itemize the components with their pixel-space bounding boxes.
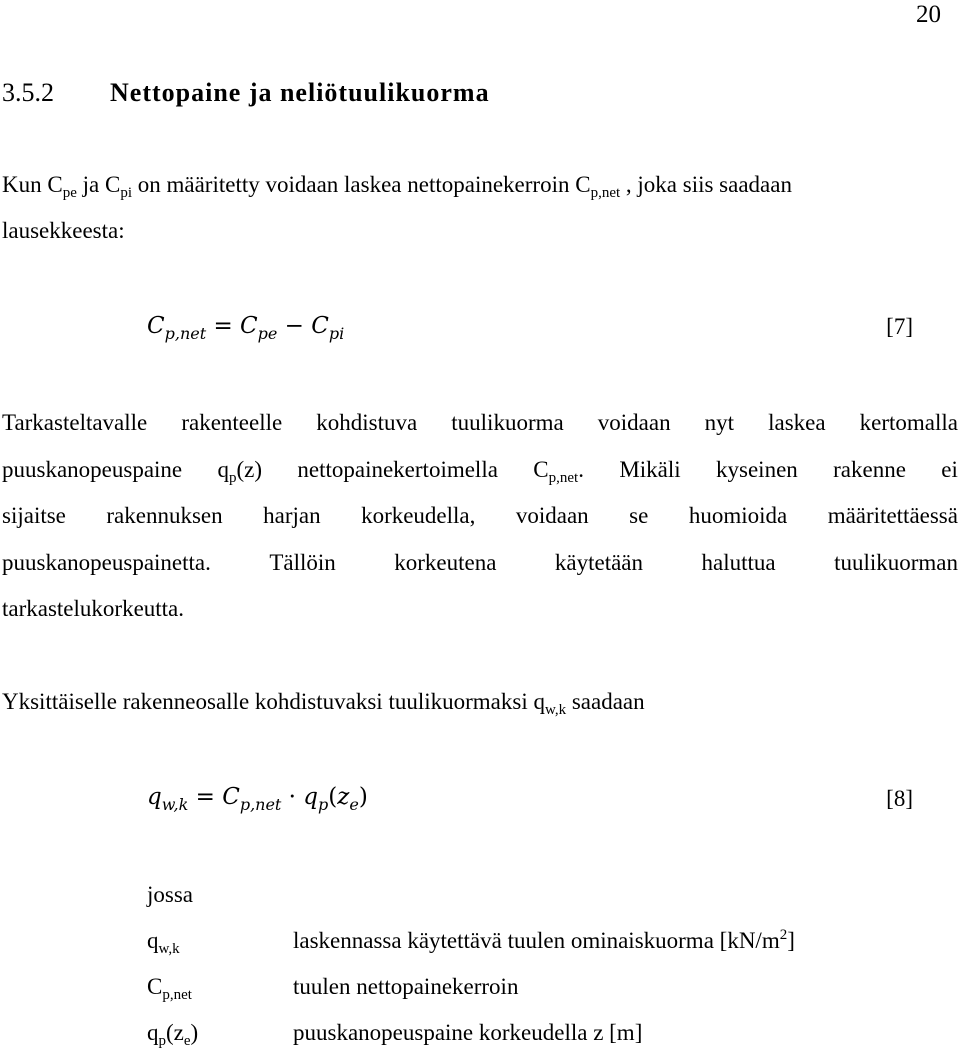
equation-8-number: [8]	[886, 786, 913, 811]
section-heading	[2, 78, 490, 108]
section-number: 3.5.2	[2, 78, 54, 107]
page-number: 20	[916, 1, 941, 28]
paragraph-2-line-4: puuskanopeuspainetta. Tällöin korkeutena käytetään haluttua tuulikuorman	[2, 550, 958, 575]
paragraph-2-line-2: puuskanopeuspaine $q_p(z)$ nettopainekertoimella $C_{p,net}$. Mikäli kyseinen rakenne ei	[2, 457, 958, 486]
paragraph-2-line-1: Tarkasteltavalle rakenteelle kohdistuva tuulikuorma voidaan nyt laskea kertomalla	[2, 410, 958, 435]
legend-description: puuskanopeuspaine korkeudella z [m]	[293, 1020, 643, 1045]
section-title: Nettopaine ja neliötuulikuorma	[110, 78, 490, 107]
intro-line-2: lausekkeesta:	[2, 218, 125, 243]
paragraph-3: Yksittäiselle rakenneosalle kohdistuvaksi tuulikuormaksi $q_{w,k}$ saadaan	[2, 689, 645, 718]
legend-description: tuulen nettopainekerroin	[293, 974, 519, 999]
paragraph-2-line-3: sijaitse rakennuksen harjan korkeudella, voidaan se huomioida määritettäessä	[2, 503, 958, 528]
intro-line-1: Kun $C_{pe}$ ja $C_{pi}$ on määritetty voidaan laskea nettopainekerroin $C_{p,net}$ , joka siis saadaan	[2, 172, 792, 201]
legend-symbol: $q_p(z_e)$	[147, 1020, 199, 1049]
equation-7-number: [7]	[886, 314, 913, 339]
legend-symbol: $C_{p,net}$	[147, 974, 192, 1003]
paragraph-2-line-5: tarkastelukorkeutta.	[2, 596, 185, 621]
equation-7: $C_{p,net} = C_{pe} - C_{pi}$	[147, 313, 345, 343]
legend-symbol: $q_{w,k}$	[147, 928, 180, 957]
legend-intro: jossa	[147, 882, 193, 907]
equation-8: $q_{w,k} = C_{p,net} \cdot q_p(z_e)$	[147, 784, 368, 814]
legend-description: laskennassa käytettävä tuulen ominaiskuorma $[kN/m^2]$	[293, 927, 795, 953]
